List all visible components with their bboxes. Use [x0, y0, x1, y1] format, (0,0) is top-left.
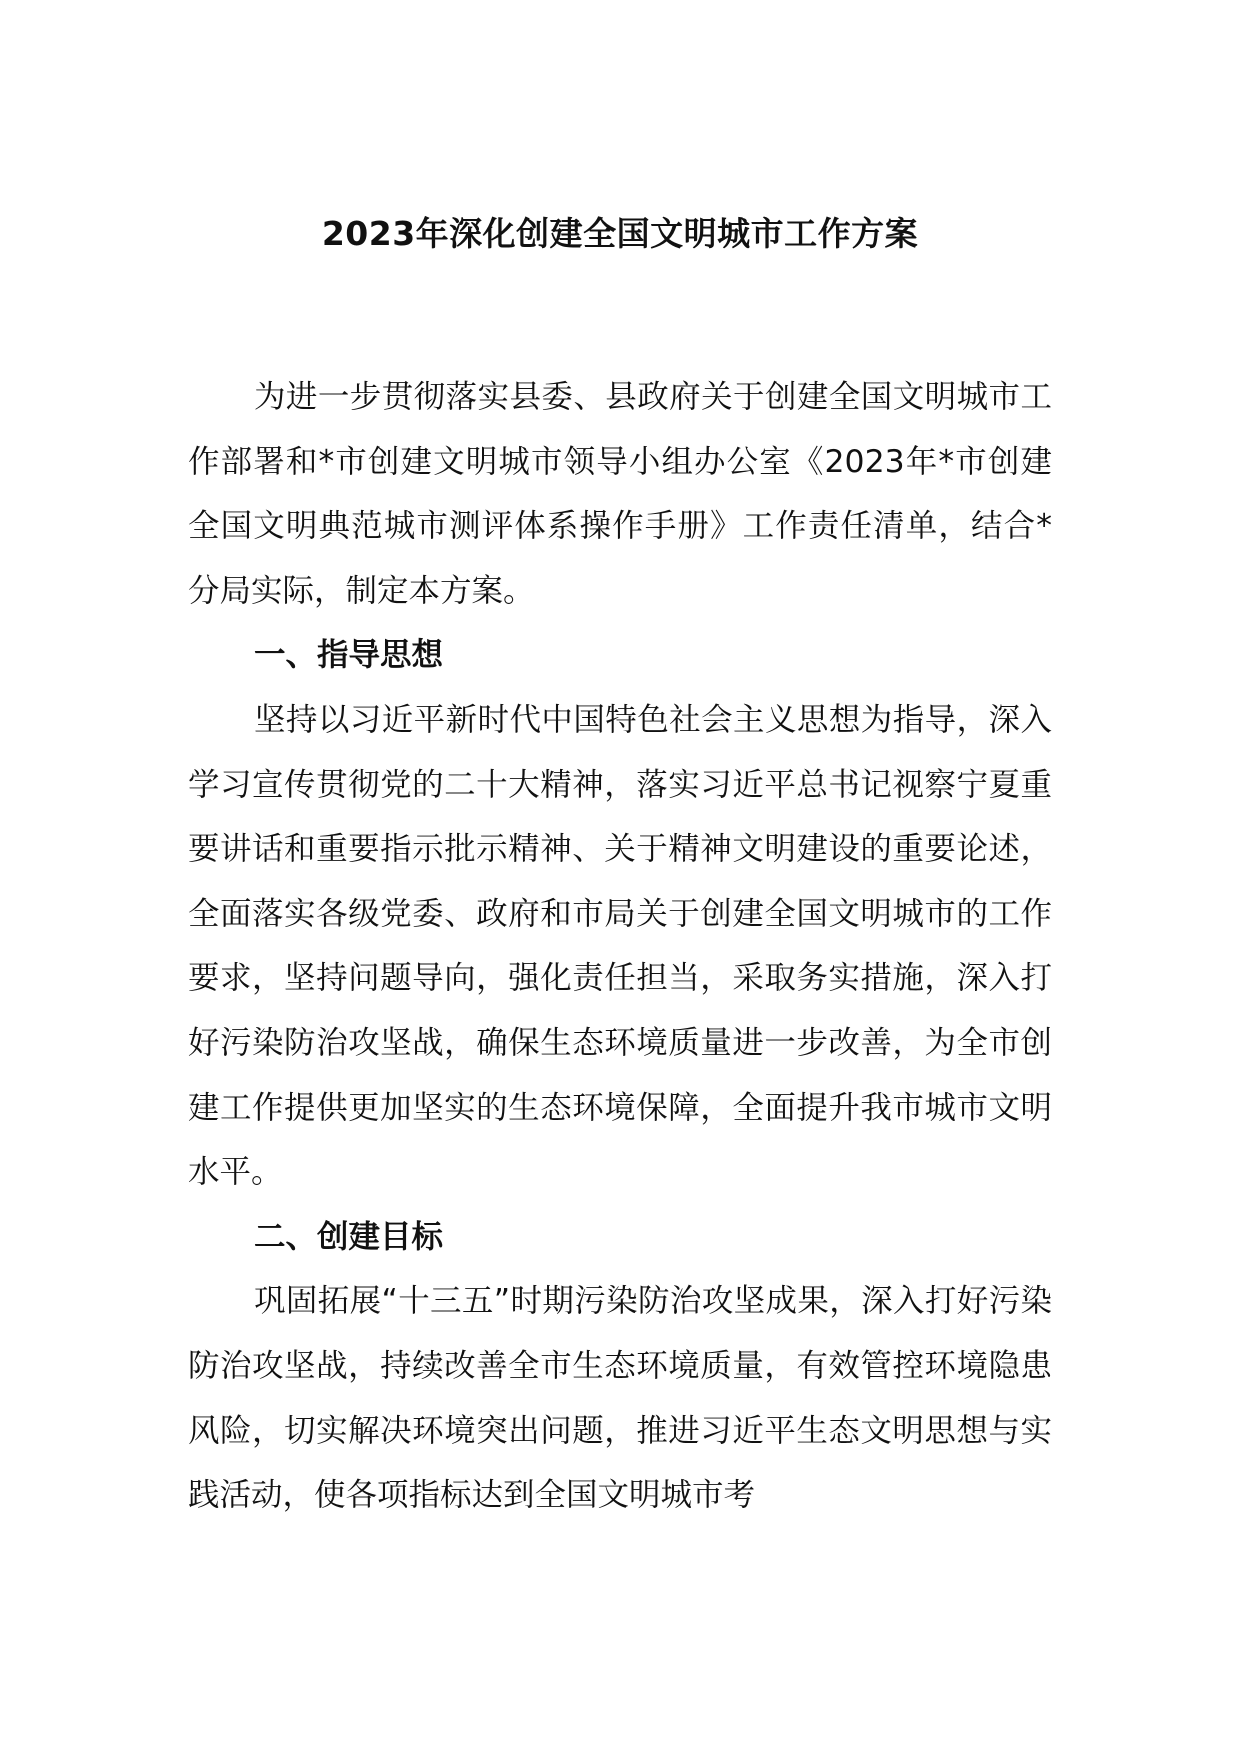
guiding-ideology-paragraph: 坚持以习近平新时代中国特色社会主义思想为指导，深入学习宣传贯彻党的二十大精神，落实习近平总书记视察宁夏重要讲话和重要指示批示精神、关于精神文明建设的重要论述，全面落实各级党委、政府和市局关于创建全国文明城市的工作要求，坚持问题导向，强化责任担当，采取务实措施，深入打好污染防治攻坚战，确保生态环境质量进一步改善，为全市创建工作提供更加坚实的生态环境保障，全面提升我市城市文明水平。	[188, 701, 1052, 1191]
document-title: 2023年深化创建全国文明城市工作方案	[321, 214, 919, 253]
section-heading-goals: 二、创建目标	[254, 1218, 444, 1255]
section-heading-guiding-ideology: 一、指导思想	[254, 637, 444, 674]
intro-paragraph: 为进一步贯彻落实县委、县政府关于创建全国文明城市工作部署和*市创建文明城市领导小组办公室《2023年*市创建全国文明典范城市测评体系操作手册》工作责任清单，结合*分局实际，制定本方案。	[188, 379, 1052, 609]
goals-paragraph: 巩固拓展“十三五”时期污染防治攻坚成果，深入打好污染防治攻坚战，持续改善全市生态环境质量，有效管控环境隐患风险，切实解决环境突出问题，推进习近平生态文明思想与实践活动，使各项指标达到全国文明城市考	[188, 1283, 1052, 1514]
document-body	[188, 365, 1052, 1528]
